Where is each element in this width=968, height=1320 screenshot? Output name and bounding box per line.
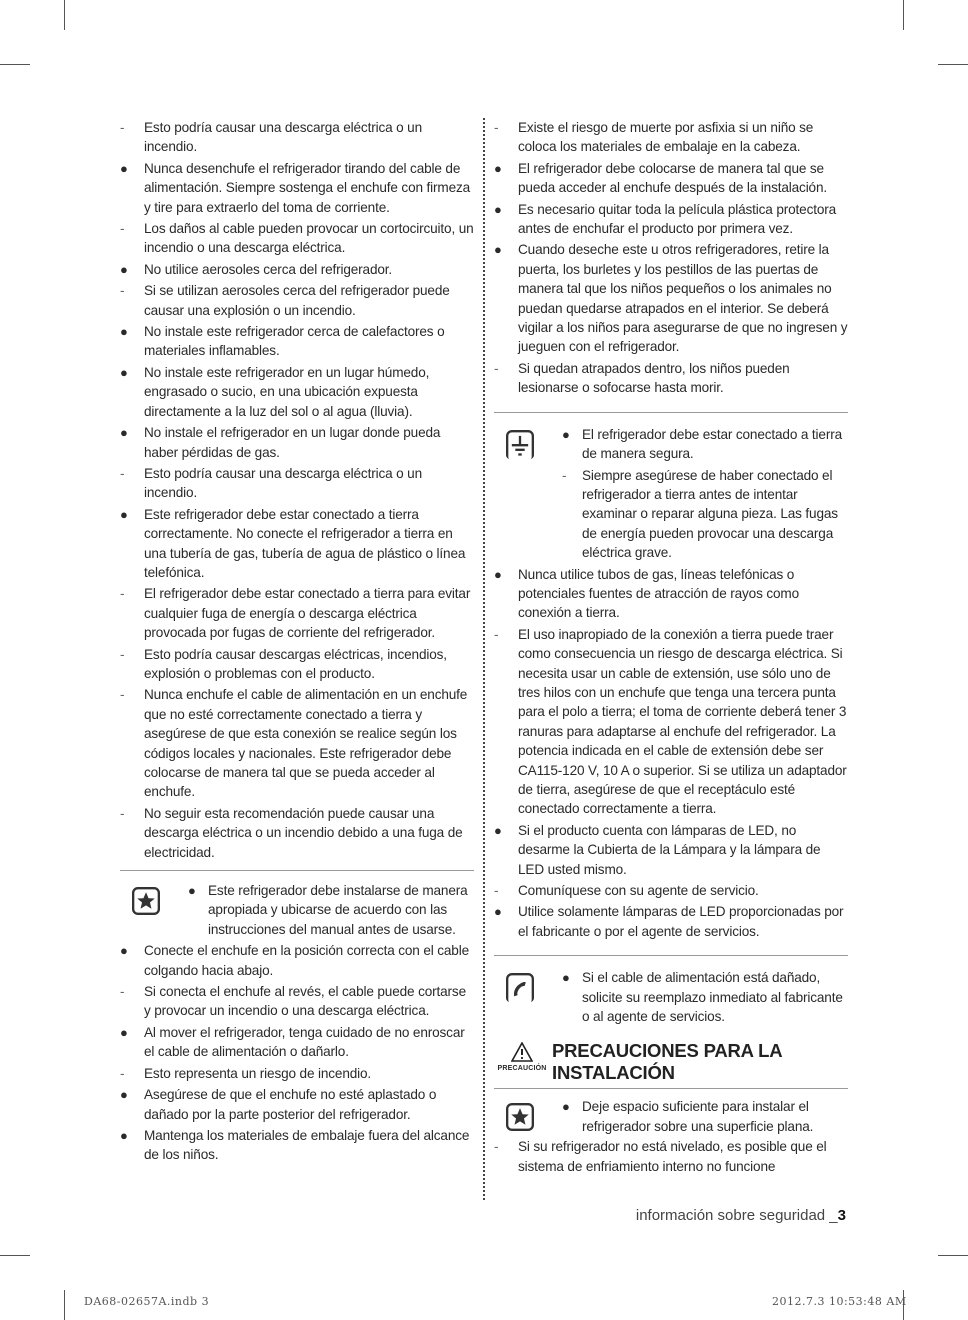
dash-item xyxy=(120,1064,474,1083)
bullet-mark: ● xyxy=(120,1087,128,1103)
dash-item xyxy=(494,625,848,819)
page-footer xyxy=(636,1207,846,1224)
bullet-mark: ● xyxy=(120,506,128,522)
bullet-mark: ● xyxy=(120,425,128,441)
dash-item xyxy=(120,584,474,642)
bullet-item xyxy=(120,423,474,462)
item-text: Esto podría causar una descarga eléctrica o un incendio. xyxy=(144,465,422,501)
bullet-mark: ● xyxy=(120,324,128,340)
item-text: Esto podría causar una descarga eléctrica o un incendio. xyxy=(144,120,422,155)
right-column xyxy=(494,118,848,1178)
right-items-end xyxy=(494,1137,848,1176)
bullet-mark: ● xyxy=(562,426,570,442)
item-text: Nunca utilice tubos de gas, líneas telefónicas o potenciales fuentes de atracción de rayos como conexión a tierra. xyxy=(518,566,800,621)
item-text: Conecte el enchufe en la posición correcta con el cable colgando hacia abajo. xyxy=(144,943,470,978)
dash-mark: - xyxy=(494,883,499,899)
item-text: Asegúrese de que el enchufe no esté aplastado o dañado por la parte posterior del refrigerador. xyxy=(144,1087,437,1122)
dash-item xyxy=(120,685,474,801)
dash-mark: - xyxy=(494,626,499,642)
section-heading xyxy=(494,1040,848,1089)
crop-mark xyxy=(938,1255,968,1256)
bullet-mark: ● xyxy=(494,822,502,838)
bullet-mark: ● xyxy=(120,1024,128,1040)
ground-note xyxy=(494,412,848,563)
item-text: Utilice solamente lámparas de LED proporcionadas por el fabricante o por el agente de servicios. xyxy=(518,904,844,939)
dash-item xyxy=(120,804,474,862)
heading-line-2: INSTALACIÓN xyxy=(552,1062,675,1084)
page-number: 3 xyxy=(837,1207,846,1224)
bullet-mark: ● xyxy=(562,970,570,986)
item-text: El uso inapropiado de la conexión a tierra puede traer como consecuencia un riesgo de descarga eléctrica. Si necesita usar un cable de extensión, use sólo uno de tres hilos con un enchufe que tenga una tercera punta para el polo a tierra; el toma de corriente deberá tener 3 ranuras para adaptarse al enchufe del refrigerador. La potencia indicada en el cable de extensión debe ser CA115-120 V, 10 A o superior. Si se utiliza un adaptador de tierra, asegúrese de que el receptáculo esté conectado correctamente a tierra. xyxy=(518,626,847,817)
dash-mark: - xyxy=(120,120,125,135)
crop-mark xyxy=(0,1255,30,1256)
warning-triangle-icon xyxy=(511,1042,533,1062)
bullet-item xyxy=(120,159,474,217)
ground-icon xyxy=(506,429,534,459)
dash-mark: - xyxy=(120,586,125,602)
item-text: Si el producto cuenta con lámparas de LED, no desarme la Cubierta de la Lámpara y la lámpara de LED usted mismo. xyxy=(518,822,821,877)
item-text: Este refrigerador debe estar conectado a tierra correctamente. No conecte el refrigerador a tierra en una tubería de gas, tubería de agua de plástico o línea telefónica. xyxy=(144,506,466,580)
dash-item xyxy=(494,1137,848,1176)
bullet-item xyxy=(494,200,848,239)
bullet-item xyxy=(188,881,474,939)
item-text: Esto representa un riesgo de incendio. xyxy=(144,1065,372,1081)
bullet-mark: ● xyxy=(494,242,502,258)
bullet-mark: ● xyxy=(494,566,502,582)
item-text: Comuníquese con su agente de servicio. xyxy=(518,883,759,899)
dash-mark: - xyxy=(120,465,125,481)
bullet-mark: ● xyxy=(120,261,128,277)
bullet-item xyxy=(120,1126,474,1165)
item-text: No seguir esta recomendación puede causar una descarga eléctrica o un incendio debido a una fuga de electricidad. xyxy=(144,805,463,860)
dash-mark: - xyxy=(120,687,125,703)
bullet-item xyxy=(494,902,848,941)
item-text: Si su refrigerador no está nivelado, es posible que el sistema de enfriamiento interno no funcione xyxy=(518,1139,827,1174)
dash-item xyxy=(120,118,474,157)
bullet-item xyxy=(120,363,474,421)
bullet-mark: ● xyxy=(494,160,502,176)
item-text: El refrigerador debe estar conectado a tierra para evitar cualquier fuga de energía o descarga eléctrica provocada por fugas de corriente del refrigerador. xyxy=(144,586,471,641)
install-note xyxy=(494,1095,848,1137)
dash-mark: - xyxy=(120,221,125,237)
dash-mark: - xyxy=(494,1139,499,1155)
crop-mark xyxy=(64,0,65,30)
bullet-item xyxy=(494,565,848,623)
bullet-mark: ● xyxy=(494,201,502,217)
left-items xyxy=(120,118,474,862)
right-items xyxy=(494,118,848,398)
dash-mark: - xyxy=(494,120,499,135)
warning-label: PRECAUCIÓN xyxy=(497,1065,547,1073)
footer-section: información sobre seguridad _ xyxy=(635,1207,838,1224)
item-text: Si el cable de alimentación está dañado, solicite su reemplazo inmediato al fabricante o al agente de servicios. xyxy=(582,970,843,1025)
note-items xyxy=(562,968,848,1026)
dash-mark: - xyxy=(120,283,125,299)
bullet-item xyxy=(562,968,848,1026)
dash-item xyxy=(494,118,848,157)
bullet-mark: ● xyxy=(494,904,502,920)
heading-line-1: PRECAUCIONES PARA LA xyxy=(552,1040,783,1062)
crop-mark xyxy=(0,64,30,65)
dash-mark: - xyxy=(120,646,125,662)
item-text: Nunca desenchufe el refrigerador tirando del cable de alimentación. Siempre sostenga el enchufe con firmeza y tire para extraerlo del toma de corriente. xyxy=(144,160,471,215)
item-text: No instale este refrigerador en un lugar húmedo, engrasado o sucio, en una ubicación expuesta directamente a la luz del sol o al agua (lluvia). xyxy=(144,364,430,419)
item-text: Si conecta el enchufe al revés, el cable puede cortarse y provocar un incendio o una descarga eléctrica. xyxy=(144,984,466,1019)
power-note xyxy=(494,955,848,1026)
item-text: El refrigerador debe estar conectado a tierra de manera segura. xyxy=(582,426,842,462)
phone-icon xyxy=(506,972,534,1002)
note-items xyxy=(562,1097,848,1136)
item-text: Mantenga los materiales de embalaje fuera del alcance de los niños. xyxy=(144,1127,470,1163)
note-box xyxy=(120,870,474,939)
bullet-item xyxy=(120,941,474,980)
crop-mark xyxy=(903,0,904,30)
left-items-after xyxy=(120,941,474,1164)
bullet-item xyxy=(494,821,848,879)
bullet-mark: ● xyxy=(120,1127,128,1143)
dash-mark: - xyxy=(120,984,125,1000)
bullet-item xyxy=(120,505,474,583)
bullet-item xyxy=(562,425,848,464)
item-text: No instale el refrigerador en un lugar donde pueda haber pérdidas de gas. xyxy=(144,425,441,460)
item-text: Existe el riesgo de muerte por asfixia si un niño se coloca los materiales de embalaje en la cabeza. xyxy=(518,120,814,155)
dash-item xyxy=(494,359,848,398)
note-items xyxy=(562,425,848,563)
item-text: El refrigerador debe colocarse de manera tal que se pueda acceder al enchufe después de la instalación. xyxy=(518,160,828,196)
dash-mark: - xyxy=(120,805,125,821)
dash-item xyxy=(120,219,474,258)
item-text: Cuando deseche este u otros refrigeradores, retire la puerta, los burletes y los pestillos de las puertas de manera tal que los niños pequeños o los animales no puedan quedarse atrapados en el interior. Se deberá vigilar a los niños para asegurarse de que no ingresen y jueguen con el refrigerador. xyxy=(518,242,848,355)
left-column xyxy=(120,118,474,1167)
dash-item xyxy=(120,982,474,1021)
item-text: Esto podría causar descargas eléctricas, incendios, explosión o problemas con el producto. xyxy=(144,646,447,681)
item-text: Deje espacio suficiente para instalar el refrigerador sobre una superficie plana. xyxy=(582,1099,814,1134)
dash-item xyxy=(120,281,474,320)
heading-rule xyxy=(494,1088,848,1089)
item-text: No instale este refrigerador cerca de calefactores o materiales inflamables. xyxy=(144,324,445,359)
item-text: Al mover el refrigerador, tenga cuidado de no enroscar el cable de alimentación o dañarlo. xyxy=(144,1024,465,1060)
bullet-mark: ● xyxy=(188,883,196,899)
item-text: Es necesario quitar toda la película plástica protectora antes de enchufar el producto por primera vez. xyxy=(518,201,837,237)
item-text: Si quedan atrapados dentro, los niños pueden lesionarse o sofocarse hasta morir. xyxy=(518,360,790,396)
item-text: Siempre asegúrese de haber conectado el refrigerador a tierra antes de intentar examinar o reparar alguna pieza. Las fugas de energía pueden provocar una descarga eléctrica grave. xyxy=(582,467,838,561)
dash-mark: - xyxy=(120,1065,125,1081)
dash-item xyxy=(562,466,848,563)
bullet-item xyxy=(494,240,848,356)
dash-mark: - xyxy=(562,467,567,483)
star-icon xyxy=(132,887,160,915)
item-text: Si se utilizan aerosoles cerca del refrigerador puede causar una explosión o un incendio. xyxy=(144,283,450,318)
dash-item xyxy=(120,464,474,503)
item-text: Este refrigerador debe instalarse de manera apropiada y ubicarse de acuerdo con las instrucciones del manual antes de usarse. xyxy=(208,883,468,937)
right-items-mid xyxy=(494,565,848,942)
star-icon xyxy=(506,1103,534,1131)
dash-mark: - xyxy=(494,360,499,376)
warning-icon xyxy=(494,1042,550,1072)
bullet-item xyxy=(120,1085,474,1124)
crop-mark xyxy=(64,1290,65,1320)
dash-item xyxy=(120,645,474,684)
dash-item xyxy=(494,881,848,900)
bullet-item xyxy=(120,1023,474,1062)
bullet-mark: ● xyxy=(562,1099,570,1115)
bullet-item xyxy=(494,159,848,198)
print-slug-file: DA68-02657A.indb 3 xyxy=(84,1295,210,1308)
bullet-item xyxy=(562,1097,848,1136)
bullet-item xyxy=(120,322,474,361)
item-text: Nunca enchufe el cable de alimentación en un enchufe que no esté correctamente conectado a tierra y asegúrese de que esta conexión se realice según los códigos locales y nacionales. Este refrigerador debe colocarse de manera tal que se pueda acceder al enchufe. xyxy=(144,687,468,800)
column-divider xyxy=(483,118,485,1200)
bullet-mark: ● xyxy=(120,943,128,959)
bullet-mark: ● xyxy=(120,160,128,176)
crop-mark xyxy=(938,64,968,65)
bullet-mark: ● xyxy=(120,364,128,380)
item-text: Los daños al cable pueden provocar un cortocircuito, un incendio o una descarga eléctrica. xyxy=(144,221,474,256)
print-slug-timestamp: 2012.7.3 10:53:48 AM xyxy=(772,1295,907,1308)
bullet-item xyxy=(120,260,474,279)
note-items xyxy=(188,881,474,939)
item-text: No utilice aerosoles cerca del refrigerador. xyxy=(144,261,393,277)
